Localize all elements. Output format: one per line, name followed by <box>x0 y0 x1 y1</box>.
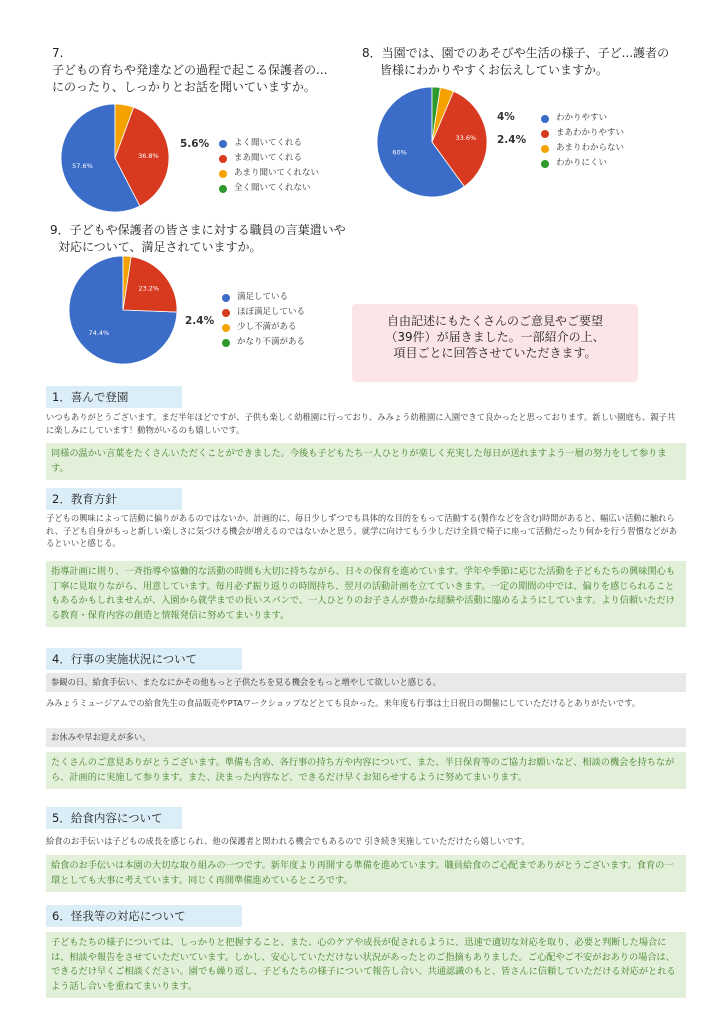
legend-item <box>541 156 624 171</box>
legend-swatch-orange <box>219 170 227 178</box>
legend-item <box>219 151 319 166</box>
legend-label: まあ聞いてくれる <box>234 153 303 163</box>
legend-item <box>541 126 624 141</box>
notice-line2: （39件）が届きました。一部紹介の上、 <box>385 330 605 344</box>
q8-pie-chart <box>376 86 488 198</box>
legend-label: 少し不満がある <box>237 322 297 332</box>
section-6-reply: 子どもたちの様子については、しっかりと把握すること、また、心のケアや成長が促されるように、迅速で適切な対応を取り、必要と判断した場合には、相談や報告をさせていただいています。しかし、安心していただけない状況があったとのご指摘もありました。ご心配やご不安がおありの場合は、できるだけ早くご相談ください。園でも繰り返し、子どもたちの様子について報告し合い、共通認識のもと、皆さんに信頼していただける対応がとれるよう話し合いを重ねてまいります。 <box>46 932 686 998</box>
legend-swatch-green <box>541 160 549 168</box>
legend-label: 全く聞いてくれない <box>234 183 311 193</box>
q7-legend <box>219 136 319 196</box>
q8-title <box>362 45 712 79</box>
legend-label: あまりわからない <box>556 143 625 153</box>
section-4-comment-3: お休みや早お迎えが多い。 <box>46 728 686 747</box>
legend-label: まあわかりやすい <box>556 128 625 138</box>
q9-outside-label: 2.4% <box>185 315 215 327</box>
q9-title-line1: 9．子どもや保護者の皆さまに対する職員の言葉遣いや <box>50 223 346 237</box>
pie-slice-label: 60% <box>392 148 407 157</box>
q7-pie-chart <box>60 103 170 213</box>
legend-label: よく聞いてくれる <box>234 138 303 148</box>
pie-slice-label: 74.4% <box>88 329 110 338</box>
legend-label: わかりにくい <box>556 158 608 168</box>
q8-legend <box>541 111 624 171</box>
pie-slice-label: 33.6% <box>455 134 477 143</box>
legend-swatch-orange <box>541 145 549 153</box>
legend-swatch-red <box>541 130 549 138</box>
free-comment-notice <box>352 304 638 382</box>
section-2-comment: 子どもの興味によって活動に偏りがあるのではないか、計画的に、毎日少しずつでも具体的な目的をもって活動する(製作などを含む)時間があると、幅広い活動に触れられ、子ども自身がもっと新しい楽しさに気づける機会が増えるのではないかと思う。就学に向けてもう少しだけ全員で椅子に座って活動だったり何かを行う習慣などがあるといいと感じる。 <box>46 513 678 548</box>
legend-item <box>541 141 624 156</box>
section-5-comment: 給食のお手伝いは子どもの成長を感じられ、他の保護者と関われる機会でもあるので 引き続き実施していただけたら嬉しいです。 <box>46 836 530 846</box>
section-4-comment-2: みみょうミュージアムでの給食先生の食品販売やPTAワークショップなどとても良かった。来年度も行事は土日祝日の開催にしていただけるとありがたいです。 <box>46 698 641 708</box>
q7-number: 7. <box>52 46 64 60</box>
q8-title-line1: 8．当園では、園でのあそびや生活の様子、子ど...護者の <box>362 46 670 60</box>
legend-swatch-orange <box>222 324 230 332</box>
legend-label: わかりやすい <box>556 113 608 123</box>
legend-label: かなり不満がある <box>237 337 306 347</box>
section-4-comment-1: 参観の日、給食手伝い、またなにかその他もっと子供たちを見る機会をもっと増やして欲しいと感じる。 <box>46 673 686 692</box>
legend-item <box>222 335 305 350</box>
section-5-heading: 5．給食内容について <box>46 807 182 829</box>
q8-title-line2: 皆様にわかりやすくお伝えしていますか。 <box>380 63 609 77</box>
notice-line1: 自由記述にもたくさんのご意見やご要望 <box>386 314 603 328</box>
q9-title-line2: 対応について、満足されていますか。 <box>58 240 262 254</box>
q7-outside-label: 5.6% <box>180 138 210 150</box>
section-2-reply: 指導計画に則り、一斉指導や協働的な活動の時間も大切に持ちながら、日々の保育を進めています。学年や季節に応じた活動を子どもたちの興味関心も丁寧に見取りながら、用意しています。毎月必ず振り返りの時間持ち、翌月の活動計画を立てていきます。一定の期間の中では、偏りを感じられることもあるかもしれませんが、入園から就学までの長いスパンで、一人ひとりのお子さんが豊かな経験や活動に臨めるようにしています。より信頼いただける教育・保育内容の創造と情報発信に努めてまいります。 <box>46 561 686 627</box>
legend-item <box>222 290 305 305</box>
legend-label: あまり聞いてくれない <box>234 168 320 178</box>
legend-item <box>222 320 305 335</box>
legend-swatch-blue <box>222 294 230 302</box>
legend-label: 満足している <box>237 292 289 302</box>
legend-item <box>222 305 305 320</box>
q9-legend <box>222 290 305 350</box>
notice-line3: 項目ごとに回答させていただきます。 <box>393 346 597 360</box>
legend-item <box>219 166 319 181</box>
legend-item <box>219 181 319 196</box>
pie-slice-label: 23.2% <box>138 284 160 293</box>
section-2-heading: 2．教育方針 <box>46 488 182 510</box>
legend-swatch-red <box>219 155 227 163</box>
q7-title-line2: にのったり、しっかりとお話を聞いていますか。 <box>52 80 316 94</box>
section-1-heading: 1．喜んで登園 <box>46 386 182 408</box>
legend-swatch-red <box>222 309 230 317</box>
q7-title <box>52 45 352 96</box>
section-1-comment: いつもありがとうございます。まだ半年ほどですが、子供も楽しく幼稚園に行っており、みみょう幼稚園に入園できて良かったと思っております。新しい園庭も、親子共に楽しみにしています！動物がいるのも嬉しいです。 <box>46 412 676 435</box>
legend-item <box>541 111 624 126</box>
section-5-reply: 給食のお手伝いは本園の大切な取り組みの一つです。新年度より再開する準備を進めています。職員給食のご心配までありがとうございます。食育の一環としても大事に考えています。同じく再開準備進めているところです。 <box>46 855 686 892</box>
q9-pie-chart <box>68 255 178 365</box>
q7-title-line1: 子どもの育ちや発達などの過程で起こる保護者の... <box>52 63 328 77</box>
pie-slice-label: 36.8% <box>138 151 159 160</box>
legend-swatch-blue <box>541 115 549 123</box>
section-4-reply: たくさんのご意見ありがとうございます。準備も含め、各行事の持ち方や内容について、また、半日保育等のご協力お願いなど、相談の機会を持ちながら、計画的に実施して参ります。また、決まった内容など、できるだけ早くお知らせするように努めてまいります。 <box>46 752 686 789</box>
legend-label: ほぼ満足している <box>237 307 306 317</box>
legend-swatch-blue <box>219 140 227 148</box>
section-4-heading: 4．行事の実施状況について <box>46 648 242 670</box>
q8-outside-label-1: 4% <box>497 111 515 123</box>
q8-outside-label-2: 2.4% <box>497 134 527 146</box>
section-6-heading: 6．怪我等の対応について <box>46 905 242 927</box>
legend-swatch-green <box>219 185 227 193</box>
pie-slice-label: 57.6% <box>72 161 93 170</box>
legend-swatch-green <box>222 339 230 347</box>
legend-item <box>219 136 319 151</box>
section-1-reply: 同様の温かい言葉をたくさんいただくことができました。今後も子どもたち一人ひとりが楽しく充実した毎日が送れますよう一層の努力をして参ります。 <box>46 443 686 480</box>
q9-title <box>50 222 370 256</box>
